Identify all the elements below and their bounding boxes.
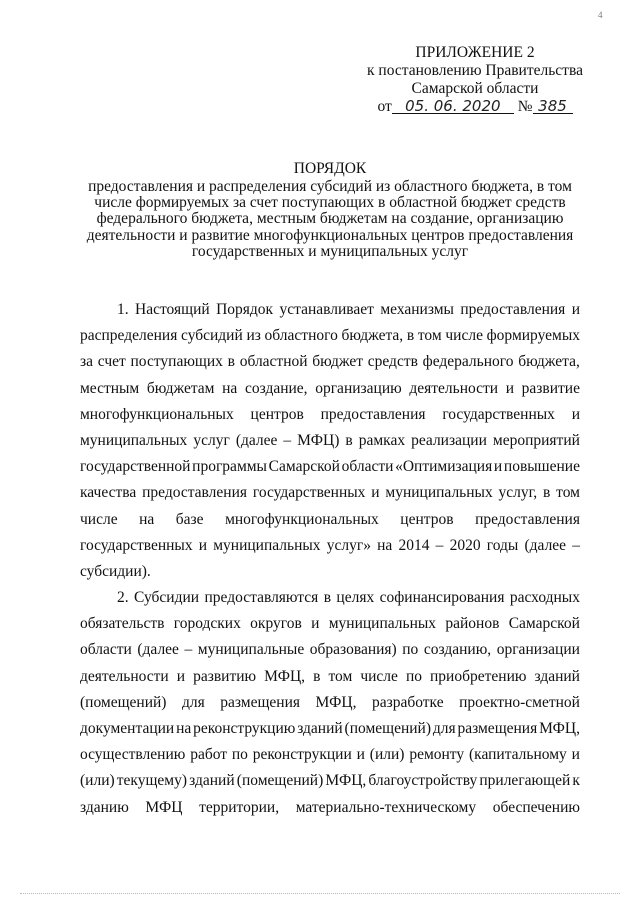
document-body [80,297,580,821]
body-word: муниципальных [80,431,188,449]
body-word: городских [173,615,241,633]
body-word: и [493,458,503,476]
body-word: на [222,379,238,397]
body-text-line [80,664,580,690]
body-word: МФЦ, [315,693,357,711]
body-word: муниципальных [385,484,493,502]
body-word: (далее [137,641,179,659]
body-word: и [571,405,580,423]
body-word: из [246,327,261,345]
body-word: по [405,667,422,685]
body-word: услуг [193,431,230,449]
body-word: центров [400,510,454,528]
body-word: благоустройству [368,772,478,790]
body-word: – [435,536,444,554]
body-word: развитие [521,379,580,397]
body-word: Самарской [268,458,340,476]
body-word: реализации [411,431,487,449]
body-word: софинансирования [379,589,505,607]
body-word: документации [80,720,175,737]
body-word: и [571,746,580,764]
handwritten-number: 385 [533,99,573,114]
title-line: деятельности и развитие многофункциональных центров предоставления [86,226,574,244]
body-word: для [432,720,456,737]
body-word: услуг, [498,484,538,502]
body-text-line [80,402,580,428]
footer-rule [20,893,620,894]
body-word: (капитальному [468,746,567,764]
body-word: бюджета, [518,353,580,371]
body-word: (или) [80,772,115,790]
body-word: округов [250,615,302,633]
body-word: Самарской [508,615,580,633]
body-text-line [80,611,580,637]
body-word: Порядок [216,301,274,318]
body-word: многофункциональных [80,405,234,423]
body-word: организации [496,641,580,659]
body-word: работ [190,746,228,764]
body-word: том [417,327,442,345]
body-word: (помещений) [80,693,167,711]
body-word: зданий [189,772,235,790]
body-text-line [80,533,580,559]
body-word: по [231,746,248,764]
body-word: 2020 [449,536,481,554]
body-word: услуг» [326,536,371,554]
body-word: обеспечению [492,798,580,816]
body-word: за [80,353,94,371]
body-word: местным [80,379,140,397]
number-prefix: № [517,98,533,115]
body-word: размещения [457,720,538,737]
body-word: бюджетам [146,379,215,397]
body-word: числе [445,327,483,345]
body-word: к [572,772,580,790]
appendix-header [330,44,620,116]
body-word: области [80,641,132,659]
body-word: на [176,720,192,737]
body-word: в [227,353,235,371]
body-word: МФЦ, [325,772,367,790]
body-word: 2. [117,589,129,607]
body-word: осуществлению [80,746,186,764]
title-line: числе формируемых за счет поступающих в областной бюджет средств [94,194,566,212]
body-word: в [313,667,321,685]
body-word: материально-техническому [295,798,477,816]
body-word: муниципальных [328,615,437,633]
body-text-line [80,454,580,480]
body-word: МФЦ, [539,720,580,737]
body-word: в [345,431,353,449]
body-word: мероприятий [492,431,580,449]
body-word: районов [445,615,500,633]
body-text-line [80,376,580,402]
body-text-line [80,507,580,533]
body-word: деятельности [409,379,499,397]
body-word: зданий [297,720,343,737]
body-word: зданий [534,667,580,685]
body-word: поступающих [130,353,223,371]
body-word: том [556,484,580,502]
body-text-line [80,323,580,349]
body-word: формируемых [486,327,580,345]
body-word: числе [360,667,398,685]
body-word: МФЦ [145,798,183,816]
title-line: федерального бюджета, местным бюджетам на создание, организацию [96,210,564,228]
body-word: и [198,536,208,554]
body-word: – [283,431,292,449]
body-word: для [181,693,205,711]
body-word: базе [175,510,204,528]
body-word: разработке [371,693,444,711]
body-text-line [80,297,580,323]
body-word: устанавливает [279,301,374,318]
body-word: повышение [503,458,580,476]
body-word: том [328,667,353,685]
body-word: (помещений) [344,720,432,737]
body-word: и [571,301,580,318]
body-word: Субсидии [134,589,200,607]
body-word: и [371,484,380,502]
body-word: прилегающей [479,772,571,790]
body-word: области [341,458,394,476]
appendix-title: ПРИЛОЖЕНИЕ 2 [415,44,535,61]
body-word: созданию, [423,641,492,659]
body-word: обязательств [80,615,165,633]
body-word: предоставления [142,484,248,502]
body-word: 1. [117,301,129,318]
body-word: субсидии). [80,562,151,580]
body-word: центров [250,405,304,423]
body-word: предоставления [475,510,580,528]
title-line: государственных и муниципальных услуг [191,242,469,260]
body-word: в [406,327,415,345]
body-word: расходных [509,589,580,607]
body-word: реконструкции [252,746,352,764]
body-word: числе [80,510,118,528]
body-word: качества [80,484,137,502]
body-word: многофункциональных [225,510,379,528]
body-word: создание, [244,379,308,397]
body-word: областной [239,353,308,371]
appendix-subtitle-line: к постановлению Правительства [367,62,583,79]
body-word: и [311,615,320,633]
body-word: государственных [442,405,555,423]
body-word: и [356,746,365,764]
body-word: МФЦ, [264,667,306,685]
body-word: и [505,379,515,397]
body-word: государственной [80,458,191,476]
body-word: муниципальных [213,536,321,554]
body-word: деятельности [80,667,169,685]
body-word: областного [264,327,338,345]
date-prefix: от [377,98,392,115]
appendix-date-line [330,98,620,116]
body-word: – [184,641,193,659]
body-word: на [139,510,155,528]
body-word: приобретению [430,667,527,685]
body-word: федерального [422,353,514,371]
body-word: (помещений) [236,772,324,790]
corner-mark: 4 [598,10,603,20]
body-text-line [80,349,580,375]
body-text-line [80,428,580,454]
body-word: зданию [80,798,129,816]
body-word: механизмы [380,301,454,318]
body-text-line [80,742,580,768]
body-word: бюджета, [341,327,404,345]
title-heading: ПОРЯДОК [293,160,367,177]
body-word: (далее [524,536,567,554]
body-word: субсидий [181,327,243,345]
body-word: предоставляются [204,589,319,607]
handwritten-date: 05. 06. 2020 [392,99,514,114]
body-text-line [80,690,580,716]
body-word: целях [336,589,375,607]
body-word: счет [97,353,126,371]
body-word: размещения [220,693,301,711]
body-word: в [542,484,551,502]
body-word: бюджет [312,353,364,371]
title-line: предоставления и распределения субсидий из областного бюджета, в том [88,178,572,195]
body-word: (далее [235,431,278,449]
body-word: образования) [309,641,397,659]
body-word: распределения [80,327,178,345]
body-text-line [80,480,580,506]
body-word: на [377,536,393,554]
body-word: государственных [252,484,366,502]
body-text-line [80,768,580,794]
body-text-line [80,559,580,585]
body-word: Настоящий [135,301,210,318]
body-word: – [572,536,580,554]
body-word: государственных [80,536,193,554]
body-word: годы [486,536,519,554]
body-word: проектно-сметной [459,693,580,711]
body-word: программы [192,458,267,476]
document-title [80,160,580,260]
body-word: ремонту [409,746,465,764]
body-word: развитию [193,667,257,685]
body-text-line [80,716,580,742]
body-text-line [80,637,580,663]
body-word: организацию [315,379,402,397]
body-word: средств [367,353,418,371]
body-word: и [176,667,186,685]
body-word: 2014 [398,536,430,554]
body-word: МФЦ) [297,431,340,449]
body-word: реконструкцию [193,720,296,737]
body-word: предоставления [320,405,426,423]
body-word: «Оптимизация [395,458,493,476]
body-word: предоставления [460,301,566,318]
body-word: рамках [358,431,406,449]
body-word: в [323,589,332,607]
body-word: (или) [369,746,405,764]
body-text-line [80,795,580,821]
body-text-line [80,585,580,611]
body-word: по [402,641,419,659]
body-word: территории, [199,798,280,816]
body-word: муниципальные [197,641,305,659]
body-word: текущему) [116,772,188,790]
appendix-subtitle-line: Самарской области [411,80,539,97]
